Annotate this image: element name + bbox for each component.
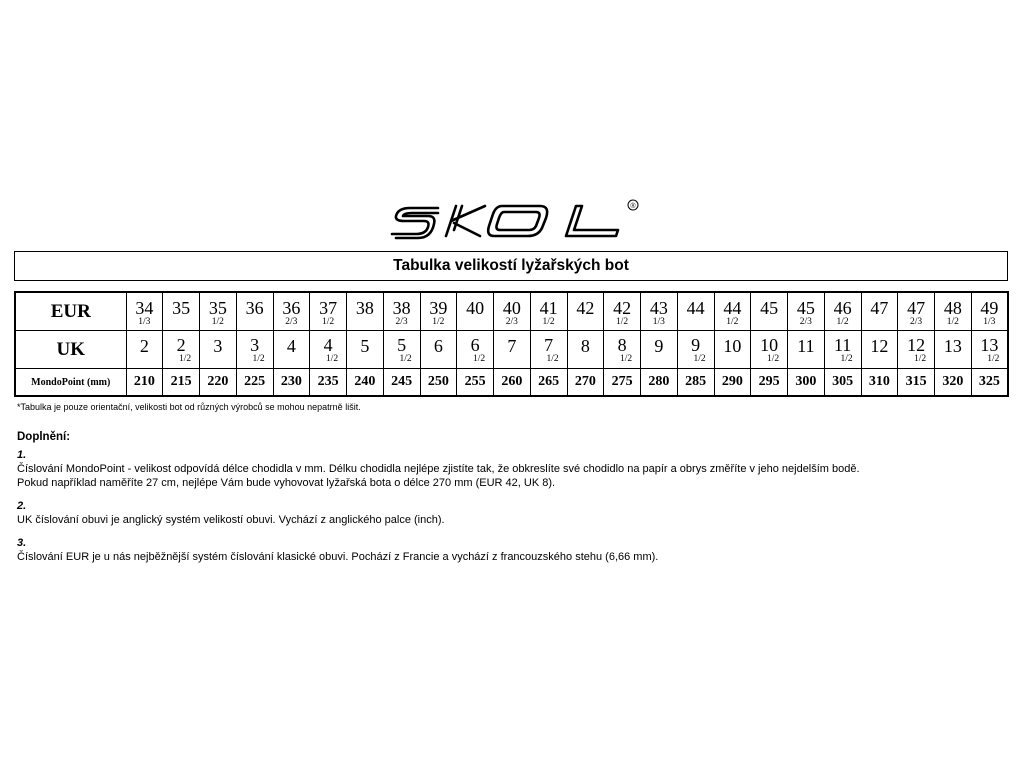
eur-size-fraction [163, 317, 199, 327]
uk-size-value: 5 [397, 334, 407, 355]
uk-size-cell [751, 331, 788, 369]
uk-size-cell [273, 331, 310, 369]
note-number: 3. [17, 537, 27, 549]
mondopoint-size-cell: 290 [714, 369, 751, 397]
eur-size-cell [971, 292, 1008, 331]
eur-size-cell [677, 292, 714, 331]
eur-size-value: 37 [319, 297, 338, 318]
eur-size-cell [714, 292, 751, 331]
eur-row [15, 292, 1008, 331]
skol-logo [390, 196, 640, 242]
uk-size-cell [200, 331, 237, 369]
mondopoint-size-cell: 260 [494, 369, 531, 397]
ski-boot-size-table [14, 291, 1009, 397]
eur-size-fraction: 1/2 [616, 316, 629, 327]
uk-size-value: 2 [176, 334, 186, 355]
uk-size-cell [971, 331, 1008, 369]
eur-size-fraction: 1/3 [652, 316, 665, 327]
eur-size-fraction: 2/3 [285, 316, 298, 327]
mondopoint-size-cell: 270 [567, 369, 604, 397]
eur-size-cell [861, 292, 898, 331]
uk-size-cell [935, 331, 972, 369]
eur-size-cell [641, 292, 678, 331]
uk-size-value: 7 [507, 335, 517, 356]
uk-size-fraction: 1/2 [546, 353, 559, 364]
uk-size-value: 12 [907, 334, 926, 355]
eur-size-value: 45 [796, 297, 815, 318]
uk-size-fraction: 1/2 [473, 353, 486, 364]
note-text: Pokud například naměříte 27 cm, nejlépe Vám bude vyhovovat lyžařská bota o délce 270 mm (EUR 42, UK 8). [17, 477, 556, 489]
eur-size-cell [494, 292, 531, 331]
notes-section [17, 430, 1007, 564]
uk-size-cell [383, 331, 420, 369]
eur-size-cell [163, 292, 200, 331]
uk-size-fraction: 1/2 [399, 353, 412, 364]
uk-size-cell [530, 331, 567, 369]
eur-size-cell [347, 292, 384, 331]
eur-size-value: 41 [539, 297, 558, 318]
uk-size-value: 7 [544, 334, 554, 355]
mondopoint-size-cell: 325 [971, 369, 1008, 397]
uk-size-cell [236, 331, 273, 369]
uk-size-cell [420, 331, 457, 369]
mondopoint-size-cell: 230 [273, 369, 310, 397]
uk-size-value: 13 [943, 335, 962, 356]
eur-size-cell [751, 292, 788, 331]
uk-size-cell [677, 331, 714, 369]
eur-size-fraction [568, 317, 604, 327]
eur-size-cell [788, 292, 825, 331]
mondopoint-size-cell: 295 [751, 369, 788, 397]
uk-size-cell [347, 331, 384, 369]
mondopoint-size-cell: 265 [530, 369, 567, 397]
eur-size-value: 42 [576, 297, 595, 318]
uk-size-value: 2 [139, 335, 149, 356]
eur-size-value: 39 [429, 297, 448, 318]
eur-size-value: 38 [355, 297, 374, 318]
eur-size-value: 44 [723, 297, 742, 318]
mondopoint-size-cell: 255 [457, 369, 494, 397]
mondopoint-size-cell: 215 [163, 369, 200, 397]
eur-size-cell [604, 292, 641, 331]
eur-size-value: 45 [760, 297, 779, 318]
uk-size-value: 3 [213, 335, 223, 356]
eur-size-fraction [751, 317, 787, 327]
uk-size-cell [567, 331, 604, 369]
eur-size-fraction: 1/3 [138, 316, 151, 327]
skol-logo-wordmark [390, 196, 640, 242]
eur-size-value: 43 [649, 297, 668, 318]
uk-size-cell [714, 331, 751, 369]
eur-size-fraction: 2/3 [799, 316, 812, 327]
uk-size-value: 10 [723, 335, 742, 356]
uk-size-cell [824, 331, 861, 369]
eur-size-fraction: 1/2 [946, 316, 959, 327]
eur-size-fraction [678, 317, 714, 327]
table-footnote: *Tabulka je pouze orientační, velikosti bot od různých výrobců se mohou nepatrně lišit. [17, 402, 361, 412]
uk-size-cell [457, 331, 494, 369]
uk-size-fraction: 1/2 [840, 353, 853, 364]
eur-size-value: 46 [833, 297, 852, 318]
eur-size-cell [383, 292, 420, 331]
mondopoint-size-cell: 240 [347, 369, 384, 397]
uk-size-cell [641, 331, 678, 369]
note-text: Číslování EUR je u nás nejběžnější systém číslování klasické obuvi. Pochází z Francie a vychází z francouzského stehu (6,66 mm). [17, 551, 659, 563]
mondopoint-size-cell: 280 [641, 369, 678, 397]
uk-size-cell [163, 331, 200, 369]
uk-row-label: UK [15, 331, 126, 369]
uk-size-value: 11 [833, 334, 852, 355]
eur-size-fraction [457, 317, 493, 327]
eur-size-fraction: 2/3 [505, 316, 518, 327]
mondopoint-size-cell: 235 [310, 369, 347, 397]
uk-size-fraction: 1/2 [620, 353, 633, 364]
eur-size-value: 47 [907, 297, 926, 318]
uk-size-value: 12 [870, 335, 889, 356]
uk-size-value: 3 [250, 334, 260, 355]
mondopoint-size-cell: 210 [126, 369, 163, 397]
note-text: Číslování MondoPoint - velikost odpovídá délce chodidla v mm. Délku chodidla nejlépe zjistíte tak, že obkreslíte své chodidlo na papír a obrys změříte v jeho nejdelším bodě. [17, 463, 860, 475]
eur-size-fraction: 1/2 [726, 316, 739, 327]
uk-size-value: 8 [617, 334, 627, 355]
uk-size-cell [310, 331, 347, 369]
uk-size-value: 11 [797, 335, 815, 356]
eur-size-cell [824, 292, 861, 331]
eur-size-value: 44 [686, 297, 705, 318]
uk-size-cell [898, 331, 935, 369]
eur-size-value: 34 [135, 297, 154, 318]
uk-size-value: 9 [654, 335, 664, 356]
mondopoint-size-cell: 250 [420, 369, 457, 397]
table-title: Tabulka velikostí lyžařských bot [14, 251, 1008, 281]
mondopoint-size-cell: 320 [935, 369, 972, 397]
mondopoint-size-cell: 310 [861, 369, 898, 397]
notes-heading: Doplnění: [17, 431, 71, 443]
uk-size-fraction: 1/2 [326, 353, 339, 364]
eur-size-fraction: 2/3 [910, 316, 923, 327]
eur-size-value: 48 [943, 297, 962, 318]
mondopoint-size-cell: 300 [788, 369, 825, 397]
eur-size-fraction: 1/2 [836, 316, 849, 327]
note-number: 2. [17, 500, 27, 512]
eur-size-cell [126, 292, 163, 331]
svg-text:®: ® [630, 203, 636, 210]
uk-row [15, 331, 1008, 369]
eur-size-value: 40 [466, 297, 485, 318]
eur-size-cell [310, 292, 347, 331]
uk-size-value: 10 [760, 334, 779, 355]
uk-size-fraction: 1/2 [179, 353, 192, 364]
eur-size-value: 49 [980, 297, 999, 318]
uk-size-value: 6 [433, 335, 443, 356]
uk-size-value: 9 [691, 334, 701, 355]
eur-size-fraction [237, 317, 273, 327]
uk-size-fraction: 1/2 [693, 353, 706, 364]
uk-size-cell [494, 331, 531, 369]
eur-size-cell [420, 292, 457, 331]
eur-row-label: EUR [15, 292, 126, 331]
mondopoint-size-cell: 275 [604, 369, 641, 397]
uk-size-cell [788, 331, 825, 369]
eur-size-value: 35 [172, 297, 191, 318]
eur-size-cell [273, 292, 310, 331]
eur-size-fraction: 1/2 [542, 316, 555, 327]
eur-size-fraction: 1/2 [322, 316, 335, 327]
eur-size-cell [200, 292, 237, 331]
eur-size-fraction [347, 317, 383, 327]
eur-size-value: 42 [613, 297, 632, 318]
uk-size-value: 13 [980, 334, 999, 355]
mondopoint-row-label: MondoPoint (mm) [15, 369, 126, 397]
eur-size-value: 38 [392, 297, 411, 318]
eur-size-value: 36 [245, 297, 264, 318]
eur-size-cell [530, 292, 567, 331]
uk-size-value: 8 [580, 335, 590, 356]
note-number: 1. [17, 449, 27, 461]
eur-size-value: 35 [208, 297, 227, 318]
eur-size-cell [236, 292, 273, 331]
eur-size-value: 47 [870, 297, 889, 318]
uk-size-value: 4 [286, 335, 296, 356]
mondopoint-size-cell: 305 [824, 369, 861, 397]
mondopoint-size-cell: 220 [200, 369, 237, 397]
mondopoint-size-cell: 225 [236, 369, 273, 397]
eur-size-cell [567, 292, 604, 331]
eur-size-value: 40 [502, 297, 521, 318]
mondopoint-size-cell: 245 [383, 369, 420, 397]
eur-size-fraction: 2/3 [395, 316, 408, 327]
eur-size-fraction: 1/3 [983, 316, 996, 327]
mondopoint-size-cell: 285 [677, 369, 714, 397]
uk-size-cell [861, 331, 898, 369]
registered-mark-icon [628, 200, 638, 210]
eur-size-value: 36 [282, 297, 301, 318]
eur-size-fraction [862, 317, 898, 327]
uk-size-cell [126, 331, 163, 369]
mondopoint-size-cell: 315 [898, 369, 935, 397]
eur-size-cell [935, 292, 972, 331]
uk-size-fraction: 1/2 [987, 353, 1000, 364]
uk-size-value: 4 [323, 334, 333, 355]
mondopoint-row [15, 369, 1008, 397]
uk-size-value: 6 [470, 334, 480, 355]
eur-size-fraction: 1/2 [211, 316, 224, 327]
uk-size-fraction: 1/2 [914, 353, 927, 364]
eur-size-cell [457, 292, 494, 331]
eur-size-fraction: 1/2 [432, 316, 445, 327]
uk-size-cell [604, 331, 641, 369]
uk-size-value: 5 [360, 335, 370, 356]
note-text: UK číslování obuvi je anglický systém velikostí obuvi. Vychází z anglického palce (inch). [17, 514, 445, 526]
uk-size-fraction: 1/2 [767, 353, 780, 364]
uk-size-fraction: 1/2 [252, 353, 265, 364]
eur-size-cell [898, 292, 935, 331]
